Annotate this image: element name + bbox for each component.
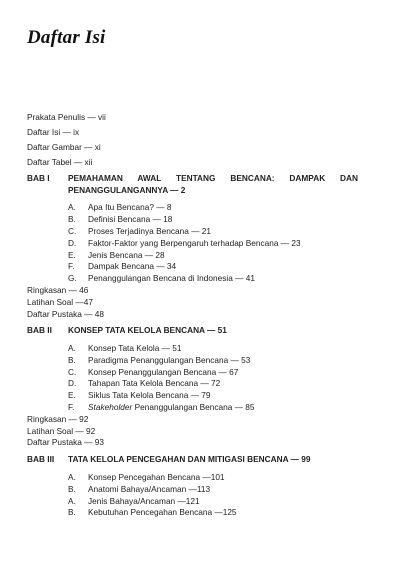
entry-letter: F. — [68, 402, 75, 413]
entry-text: Konsep Tata Kelola — 51 — [88, 343, 182, 354]
toc-extra-entry[interactable]: Daftar Pustaka — 93 — [27, 437, 105, 448]
entry-letter: A. — [68, 343, 76, 354]
toc-entry[interactable] — [68, 367, 358, 379]
entry-text: Dampak Bencana — 34 — [88, 261, 177, 272]
entry-letter: B. — [68, 214, 76, 225]
chapter-number: BAB II — [27, 325, 52, 336]
entry-text: Definisi Bencana — 18 — [88, 214, 173, 225]
entry-letter: B. — [68, 483, 76, 494]
entry-letter: D. — [68, 237, 77, 248]
toc-entry[interactable] — [68, 402, 358, 414]
front-matter-item[interactable]: Prakata Penulis — vii — [27, 112, 106, 122]
toc-entry[interactable] — [68, 343, 358, 355]
toc-entry[interactable] — [68, 250, 358, 262]
entry-letter: A. — [68, 495, 76, 506]
front-matter-item[interactable]: Daftar Tabel — xii — [27, 157, 93, 167]
front-matter-item[interactable]: Daftar Isi — ix — [27, 127, 80, 137]
entry-letter: B. — [68, 507, 76, 518]
entry-text: Proses Terjadinya Bencana — 21 — [88, 226, 211, 236]
entry-letter: C. — [68, 226, 77, 236]
chapter-1 — [27, 173, 358, 320]
entry-text: Paradigma Penanggulangan Bencana — 53 — [88, 354, 251, 365]
entry-letter: C. — [68, 366, 77, 377]
chapter-title[interactable]: KONSEP TATA KELOLA BENCANA — 51 — [68, 325, 227, 336]
entry-text: Jenis Bahaya/Ancaman —121 — [88, 495, 200, 506]
toc-extra-entry[interactable]: Daftar Pustaka — 48 — [27, 308, 105, 319]
entry-text-italic: Stakeholder — [88, 402, 133, 413]
toc-entry[interactable] — [68, 226, 358, 238]
entry-letter: E. — [68, 390, 76, 401]
toc-entry[interactable] — [68, 273, 358, 285]
front-matter-item[interactable]: Daftar Gambar — xi — [27, 142, 101, 152]
entry-text: Anatomi Bahaya/Ancaman —113 — [88, 483, 211, 494]
toc-entry[interactable] — [68, 202, 358, 214]
entry-text: Konsep Penanggulangan Bencana — 67 — [88, 366, 239, 377]
entry-text: Apa Itu Bencana? — 8 — [88, 202, 172, 213]
entry-letter: G. — [68, 273, 77, 284]
entry-text: Konsep Pencegahan Bencana —101 — [88, 471, 225, 482]
toc-entry[interactable] — [68, 472, 358, 484]
entry-letter: B. — [68, 354, 76, 365]
toc-entry[interactable] — [68, 390, 358, 402]
table-of-contents — [27, 112, 358, 519]
entry-text: Penanggulangan Bencana — 85 — [132, 402, 255, 413]
toc-extra-entry[interactable]: Ringkasan — 46 — [27, 284, 89, 295]
toc-entry[interactable] — [68, 496, 358, 508]
toc-entry[interactable] — [68, 355, 358, 367]
toc-extra-entry[interactable]: Ringkasan — 92 — [27, 413, 89, 424]
entry-text: Siklus Tata Kelola Bencana — 79 — [88, 390, 211, 401]
toc-extra-entry[interactable]: Latihan Soal —47 — [27, 296, 93, 307]
entry-text: Tahapan Tata Kelola Bencana — 72 — [88, 378, 221, 389]
chapter-number: BAB III — [27, 454, 55, 465]
chapter-title[interactable]: TATA KELOLA PENCEGAHAN DAN MITIGASI BENCANA — 99 — [68, 454, 311, 465]
toc-entry[interactable] — [68, 507, 358, 519]
toc-extra-entry[interactable]: Latihan Soal — 92 — [27, 425, 96, 436]
chapter-3 — [27, 454, 358, 519]
toc-entry[interactable] — [68, 484, 358, 496]
entry-text: Faktor-Faktor yang Berpengaruh terhadap Bencana — 23 — [88, 237, 301, 248]
entry-text: Jenis Bencana — 28 — [88, 249, 165, 260]
toc-entry[interactable] — [68, 378, 358, 390]
chapter-2 — [27, 325, 358, 449]
entry-letter: A. — [68, 202, 76, 213]
toc-entry[interactable] — [68, 238, 358, 250]
entry-letter: D. — [68, 378, 77, 389]
chapter-title[interactable]: PEMAHAMAN AWAL TENTANG BENCANA: DAMPAK DAN PENANGGULANGANNYA — 2 — [68, 173, 358, 195]
toc-entry[interactable] — [68, 261, 358, 273]
chapter-number: BAB I — [27, 173, 50, 183]
entry-text: Penanggulangan Bencana di Indonesia — 41 — [88, 273, 255, 284]
entry-letter: A. — [68, 471, 76, 482]
entry-letter: F. — [68, 261, 75, 272]
page-title: Daftar Isi — [27, 27, 106, 48]
front-matter-list — [27, 112, 358, 172]
entry-letter: E. — [68, 249, 76, 260]
toc-entry[interactable] — [68, 214, 358, 226]
entry-text: Kebutuhan Pencegahan Bencana —125 — [88, 507, 237, 518]
